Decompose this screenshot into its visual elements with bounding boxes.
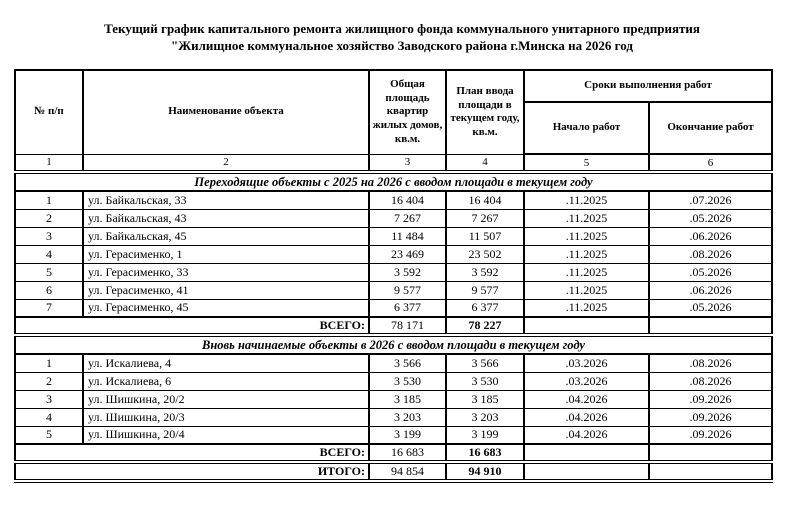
cell-plan: 3 566 (446, 354, 524, 372)
cell-object-name: ул. Герасименко, 41 (83, 281, 369, 299)
cell-area: 7 267 (369, 209, 446, 227)
cell-num: 3 (15, 227, 83, 245)
document-title-line2: "Жилищное коммунальное хозяйство Заводского района г.Минска на 2026 год (171, 38, 633, 53)
cell-end: .06.2026 (649, 227, 772, 245)
total-plan: 78 227 (446, 317, 524, 335)
section2-header-row (15, 335, 772, 354)
cell-area: 11 484 (369, 227, 446, 245)
cell-object-name: ул. Байкальская, 45 (83, 227, 369, 245)
header-terms: Сроки выполнения работ (524, 70, 772, 102)
cell-object-name: ул. Шишкина, 20/3 (83, 408, 369, 426)
cell-plan: 7 267 (446, 209, 524, 227)
table-row (15, 281, 772, 299)
cell-start: .03.2026 (524, 354, 649, 372)
table-row (15, 408, 772, 426)
cell-plan: 9 577 (446, 281, 524, 299)
cell-num: 2 (15, 372, 83, 390)
cell-num: 4 (15, 245, 83, 263)
total-label: ВСЕГО: (15, 444, 369, 462)
colnum-4: 4 (446, 154, 524, 172)
cell-plan: 3 199 (446, 426, 524, 444)
cell-num: 7 (15, 299, 83, 317)
cell-plan: 23 502 (446, 245, 524, 263)
cell-start: .11.2025 (524, 209, 649, 227)
cell-end: .05.2026 (649, 263, 772, 281)
cell-area: 3 566 (369, 354, 446, 372)
section1-title: Переходящие объекты с 2025 на 2026 с вводом площади в текущем году (15, 172, 772, 191)
header-end: Окончание работ (649, 102, 772, 154)
total-end-empty (649, 317, 772, 335)
section1-header-row (15, 172, 772, 191)
total-area: 78 171 (369, 317, 446, 335)
cell-start: .03.2026 (524, 372, 649, 390)
grand-total-area: 94 854 (369, 462, 446, 481)
grand-total-label: ИТОГО: (15, 462, 369, 481)
cell-end: .06.2026 (649, 281, 772, 299)
header-total-area: Общая площадь квартир жилых домов, кв.м. (369, 70, 446, 154)
grand-total-row (15, 462, 772, 481)
table-row (15, 191, 772, 209)
cell-num: 4 (15, 408, 83, 426)
total-start-empty (524, 444, 649, 462)
cell-area: 16 404 (369, 191, 446, 209)
cell-start: .11.2025 (524, 299, 649, 317)
cell-num: 2 (15, 209, 83, 227)
cell-start: .11.2025 (524, 227, 649, 245)
header-plan-area: План ввода площади в текущем году, кв.м. (446, 70, 524, 154)
cell-object-name: ул. Шишкина, 20/4 (83, 426, 369, 444)
cell-plan: 6 377 (446, 299, 524, 317)
total-area: 16 683 (369, 444, 446, 462)
cell-start: .11.2025 (524, 263, 649, 281)
section2-title: Вновь начинаемые объекты в 2026 с вводом площади в текущем году (15, 335, 772, 354)
cell-start: .11.2025 (524, 281, 649, 299)
cell-object-name: ул. Герасименко, 33 (83, 263, 369, 281)
cell-area: 6 377 (369, 299, 446, 317)
cell-end: .08.2026 (649, 245, 772, 263)
cell-num: 5 (15, 263, 83, 281)
cell-num: 3 (15, 390, 83, 408)
cell-start: .04.2026 (524, 426, 649, 444)
cell-object-name: ул. Герасименко, 45 (83, 299, 369, 317)
document-title (0, 0, 804, 54)
header-start: Начало работ (524, 102, 649, 154)
cell-end: .09.2026 (649, 426, 772, 444)
colnum-1: 1 (15, 154, 83, 172)
cell-area: 3 185 (369, 390, 446, 408)
cell-area: 9 577 (369, 281, 446, 299)
cell-end: .08.2026 (649, 372, 772, 390)
header-object-name: Наименование объекта (83, 70, 369, 154)
table-row (15, 209, 772, 227)
cell-end: .09.2026 (649, 408, 772, 426)
table-row (15, 227, 772, 245)
cell-area: 23 469 (369, 245, 446, 263)
section1-total-row (15, 317, 772, 335)
table-row (15, 263, 772, 281)
grand-total-plan: 94 910 (446, 462, 524, 481)
cell-area: 3 199 (369, 426, 446, 444)
cell-num: 1 (15, 191, 83, 209)
colnum-2: 2 (83, 154, 369, 172)
table-header-row (15, 70, 772, 102)
total-label: ВСЕГО: (15, 317, 369, 335)
table-row (15, 245, 772, 263)
table-row (15, 426, 772, 444)
cell-start: .11.2025 (524, 191, 649, 209)
cell-plan: 3 530 (446, 372, 524, 390)
total-start-empty (524, 317, 649, 335)
colnum-3: 3 (369, 154, 446, 172)
cell-area: 3 592 (369, 263, 446, 281)
cell-start: .04.2026 (524, 408, 649, 426)
cell-end: .08.2026 (649, 354, 772, 372)
cell-object-name: ул. Искалиева, 6 (83, 372, 369, 390)
cell-end: .05.2026 (649, 299, 772, 317)
cell-num: 1 (15, 354, 83, 372)
cell-plan: 3 592 (446, 263, 524, 281)
repair-schedule-table (14, 69, 773, 483)
section2-total-row (15, 444, 772, 462)
colnum-5: 5 (524, 154, 649, 172)
total-end-empty (649, 444, 772, 462)
header-num: № п/п (15, 70, 83, 154)
cell-plan: 3 203 (446, 408, 524, 426)
document-title-line1: Текущий график капитального ремонта жилищного фонда коммунального унитарного предприятия (104, 21, 700, 36)
cell-object-name: ул. Байкальская, 33 (83, 191, 369, 209)
colnum-6: 6 (649, 154, 772, 172)
column-numbers-row (15, 154, 772, 172)
table-row (15, 390, 772, 408)
total-plan: 16 683 (446, 444, 524, 462)
cell-object-name: ул. Байкальская, 43 (83, 209, 369, 227)
table-row (15, 299, 772, 317)
cell-plan: 11 507 (446, 227, 524, 245)
cell-num: 6 (15, 281, 83, 299)
grand-total-end-empty (649, 462, 772, 481)
table-row (15, 372, 772, 390)
cell-area: 3 203 (369, 408, 446, 426)
cell-start: .11.2025 (524, 245, 649, 263)
cell-start: .04.2026 (524, 390, 649, 408)
cell-plan: 16 404 (446, 191, 524, 209)
cell-end: .07.2026 (649, 191, 772, 209)
table-row (15, 354, 772, 372)
cell-end: .09.2026 (649, 390, 772, 408)
cell-num: 5 (15, 426, 83, 444)
cell-area: 3 530 (369, 372, 446, 390)
cell-object-name: ул. Герасименко, 1 (83, 245, 369, 263)
grand-total-start-empty (524, 462, 649, 481)
cell-object-name: ул. Искалиева, 4 (83, 354, 369, 372)
cell-end: .05.2026 (649, 209, 772, 227)
cell-plan: 3 185 (446, 390, 524, 408)
cell-object-name: ул. Шишкина, 20/2 (83, 390, 369, 408)
